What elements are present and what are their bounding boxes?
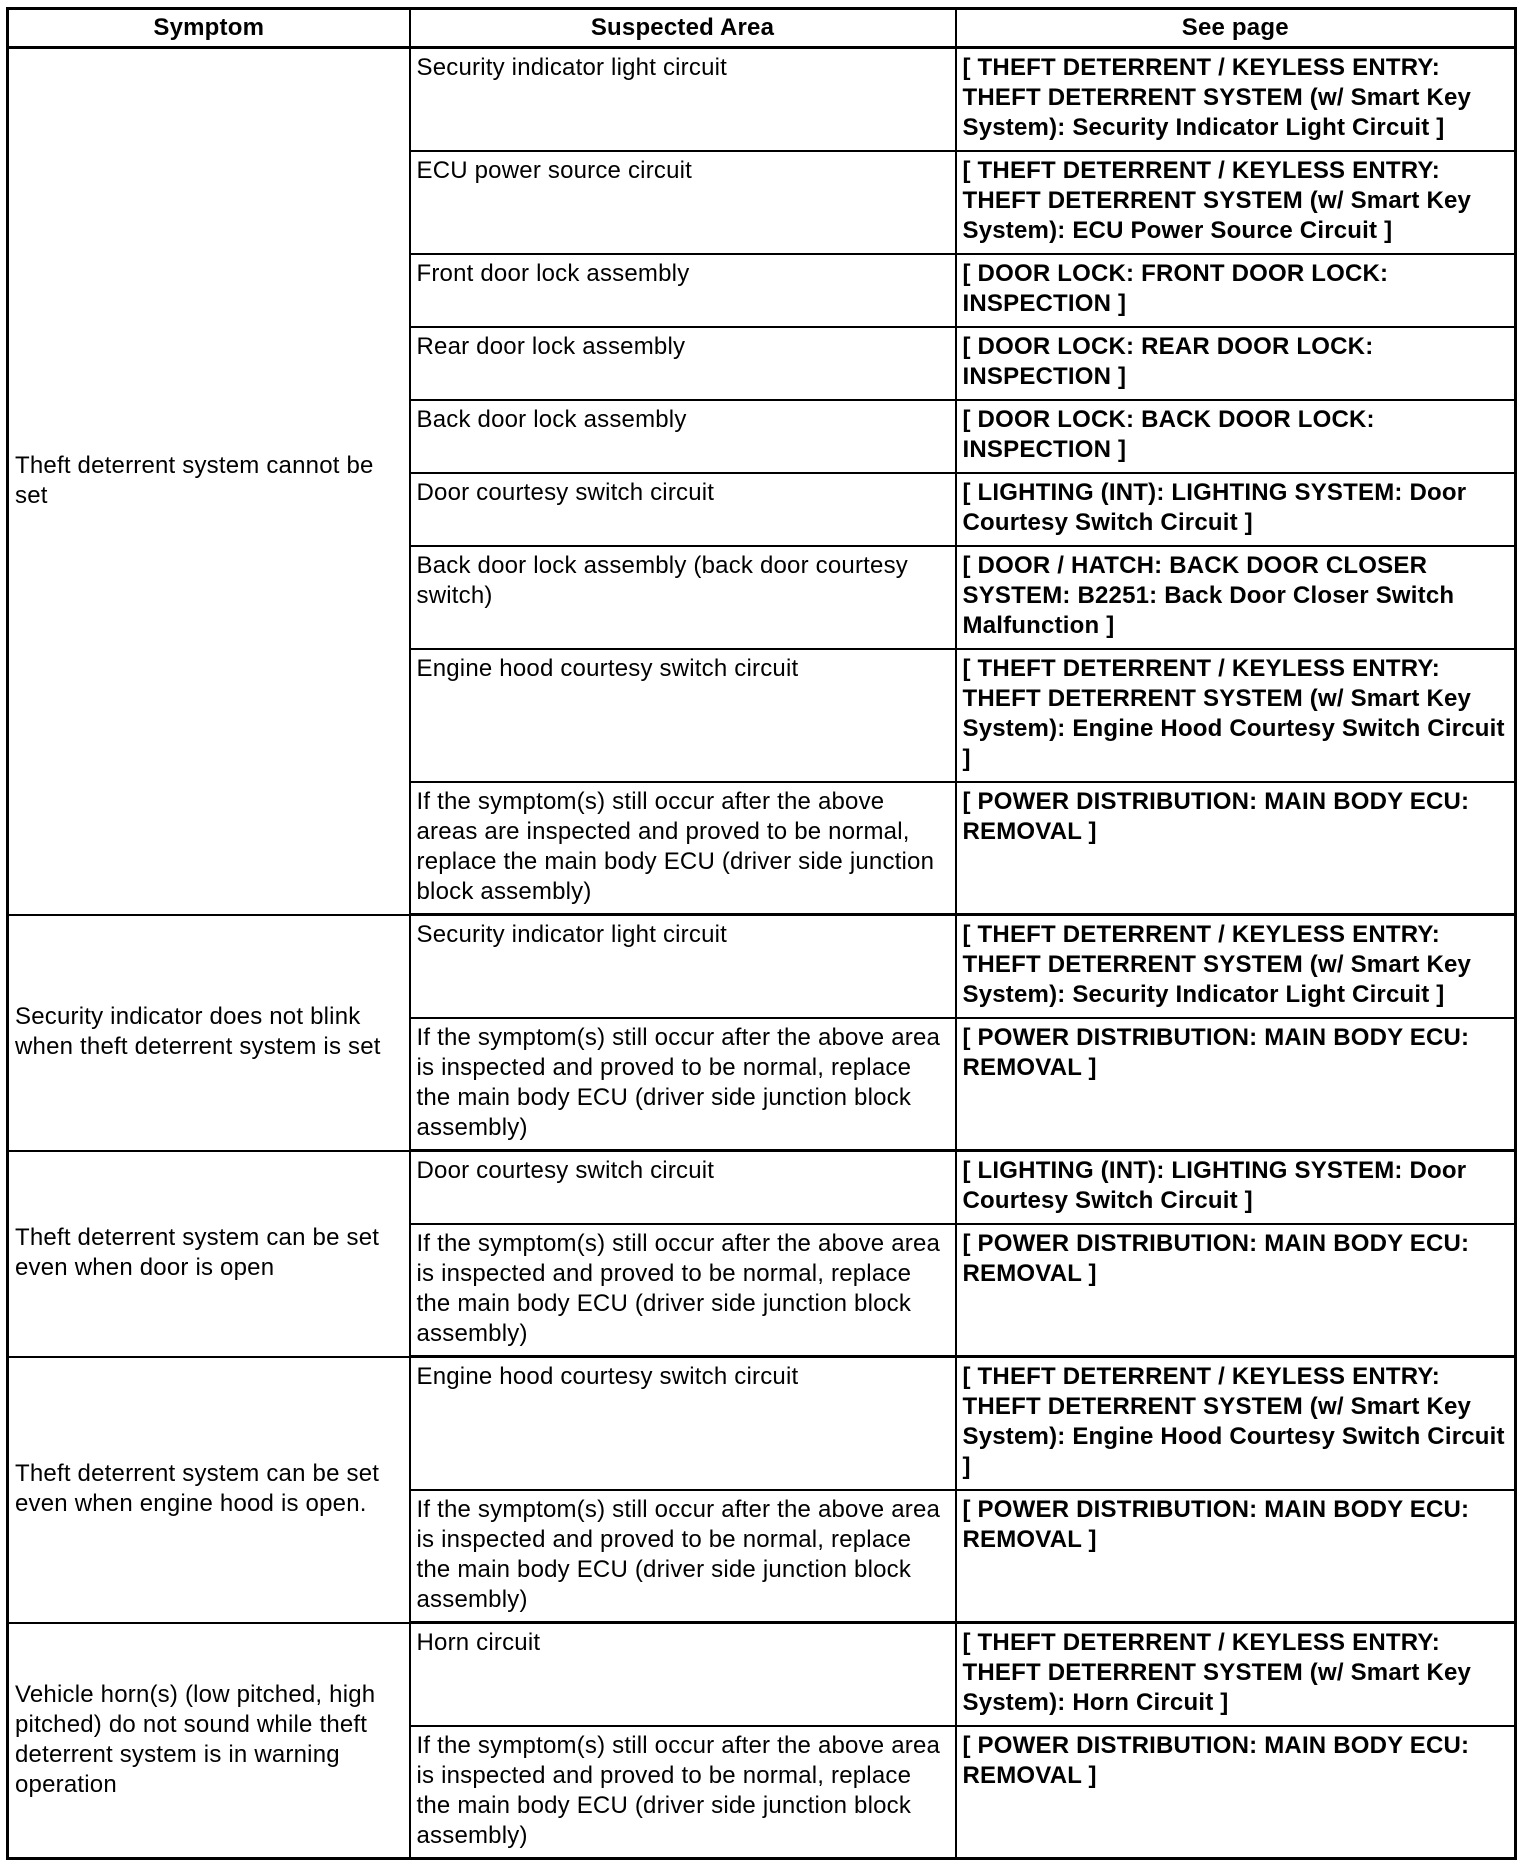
problem-symptoms-table: [6, 7, 1517, 1860]
suspected-area-cell: If the symptom(s) still occur after the above area is inspected and proved to be normal, replace the main body ECU (driver side junction block assembly): [410, 1726, 956, 1859]
see-page-cell: [ THEFT DETERRENT / KEYLESS ENTRY: THEFT DETERRENT SYSTEM (w/ Smart Key System): Security Indicator Light Circuit ]: [956, 915, 1516, 1018]
see-page-cell: [ DOOR / HATCH: BACK DOOR CLOSER SYSTEM: B2251: Back Door Closer Switch Malfunction ]: [956, 546, 1516, 649]
suspected-area-cell: ECU power source circuit: [410, 151, 956, 254]
table-row: [8, 48, 1516, 151]
header-row: [8, 9, 1516, 48]
see-page-cell: [ DOOR LOCK: REAR DOOR LOCK: INSPECTION ]: [956, 327, 1516, 400]
see-page-cell: [ POWER DISTRIBUTION: MAIN BODY ECU: REMOVAL ]: [956, 1224, 1516, 1357]
suspected-area-cell: Security indicator light circuit: [410, 915, 956, 1018]
see-page-cell: [ THEFT DETERRENT / KEYLESS ENTRY: THEFT DETERRENT SYSTEM (w/ Smart Key System): Engine Hood Courtesy Switch Circuit ]: [956, 1357, 1516, 1490]
see-page-cell: [ LIGHTING (INT): LIGHTING SYSTEM: Door Courtesy Switch Circuit ]: [956, 1151, 1516, 1224]
see-page-cell: [ THEFT DETERRENT / KEYLESS ENTRY: THEFT DETERRENT SYSTEM (w/ Smart Key System): Engine Hood Courtesy Switch Circuit ]: [956, 649, 1516, 782]
suspected-area-cell: Security indicator light circuit: [410, 48, 956, 151]
see-page-cell: [ POWER DISTRIBUTION: MAIN BODY ECU: REMOVAL ]: [956, 1018, 1516, 1151]
suspected-area-cell: If the symptom(s) still occur after the above areas are inspected and proved to be normal, replace the main body ECU (driver side junction block assembly): [410, 782, 956, 915]
suspected-area-cell: Horn circuit: [410, 1623, 956, 1726]
see-page-cell: [ THEFT DETERRENT / KEYLESS ENTRY: THEFT DETERRENT SYSTEM (w/ Smart Key System): Security Indicator Light Circuit ]: [956, 48, 1516, 151]
table-row: [8, 1357, 1516, 1490]
see-page-cell: [ THEFT DETERRENT / KEYLESS ENTRY: THEFT DETERRENT SYSTEM (w/ Smart Key System): Horn Circuit ]: [956, 1623, 1516, 1726]
symptom-cell: Security indicator does not blink when theft deterrent system is set: [8, 915, 410, 1151]
suspected-area-cell: Front door lock assembly: [410, 254, 956, 327]
see-page-cell: [ DOOR LOCK: BACK DOOR LOCK: INSPECTION ]: [956, 400, 1516, 473]
symptom-cell: Theft deterrent system cannot be set: [8, 48, 410, 915]
suspected-area-cell: Door courtesy switch circuit: [410, 473, 956, 546]
see-page-cell: [ POWER DISTRIBUTION: MAIN BODY ECU: REMOVAL ]: [956, 782, 1516, 915]
column-header-symptom: Symptom: [8, 9, 410, 48]
suspected-area-cell: If the symptom(s) still occur after the above area is inspected and proved to be normal, replace the main body ECU (driver side junction block assembly): [410, 1224, 956, 1357]
suspected-area-cell: If the symptom(s) still occur after the above area is inspected and proved to be normal, replace the main body ECU (driver side junction block assembly): [410, 1490, 956, 1623]
suspected-area-cell: Back door lock assembly (back door courtesy switch): [410, 546, 956, 649]
symptom-cell: Vehicle horn(s) (low pitched, high pitched) do not sound while theft deterrent system is in warning operation: [8, 1623, 410, 1859]
table-row: [8, 1151, 1516, 1224]
suspected-area-cell: Engine hood courtesy switch circuit: [410, 649, 956, 782]
column-header-suspected-area: Suspected Area: [410, 9, 956, 48]
symptom-cell: Theft deterrent system can be set even when engine hood is open.: [8, 1357, 410, 1623]
suspected-area-cell: Engine hood courtesy switch circuit: [410, 1357, 956, 1490]
see-page-cell: [ POWER DISTRIBUTION: MAIN BODY ECU: REMOVAL ]: [956, 1490, 1516, 1623]
table-row: [8, 1623, 1516, 1726]
symptom-cell: Theft deterrent system can be set even when door is open: [8, 1151, 410, 1357]
suspected-area-cell: Rear door lock assembly: [410, 327, 956, 400]
column-header-see-page: See page: [956, 9, 1516, 48]
see-page-cell: [ LIGHTING (INT): LIGHTING SYSTEM: Door Courtesy Switch Circuit ]: [956, 473, 1516, 546]
table-row: [8, 915, 1516, 1018]
suspected-area-cell: Back door lock assembly: [410, 400, 956, 473]
see-page-cell: [ DOOR LOCK: FRONT DOOR LOCK: INSPECTION ]: [956, 254, 1516, 327]
see-page-cell: [ THEFT DETERRENT / KEYLESS ENTRY: THEFT DETERRENT SYSTEM (w/ Smart Key System): ECU Power Source Circuit ]: [956, 151, 1516, 254]
suspected-area-cell: If the symptom(s) still occur after the above area is inspected and proved to be normal, replace the main body ECU (driver side junction block assembly): [410, 1018, 956, 1151]
see-page-cell: [ POWER DISTRIBUTION: MAIN BODY ECU: REMOVAL ]: [956, 1726, 1516, 1859]
suspected-area-cell: Door courtesy switch circuit: [410, 1151, 956, 1224]
